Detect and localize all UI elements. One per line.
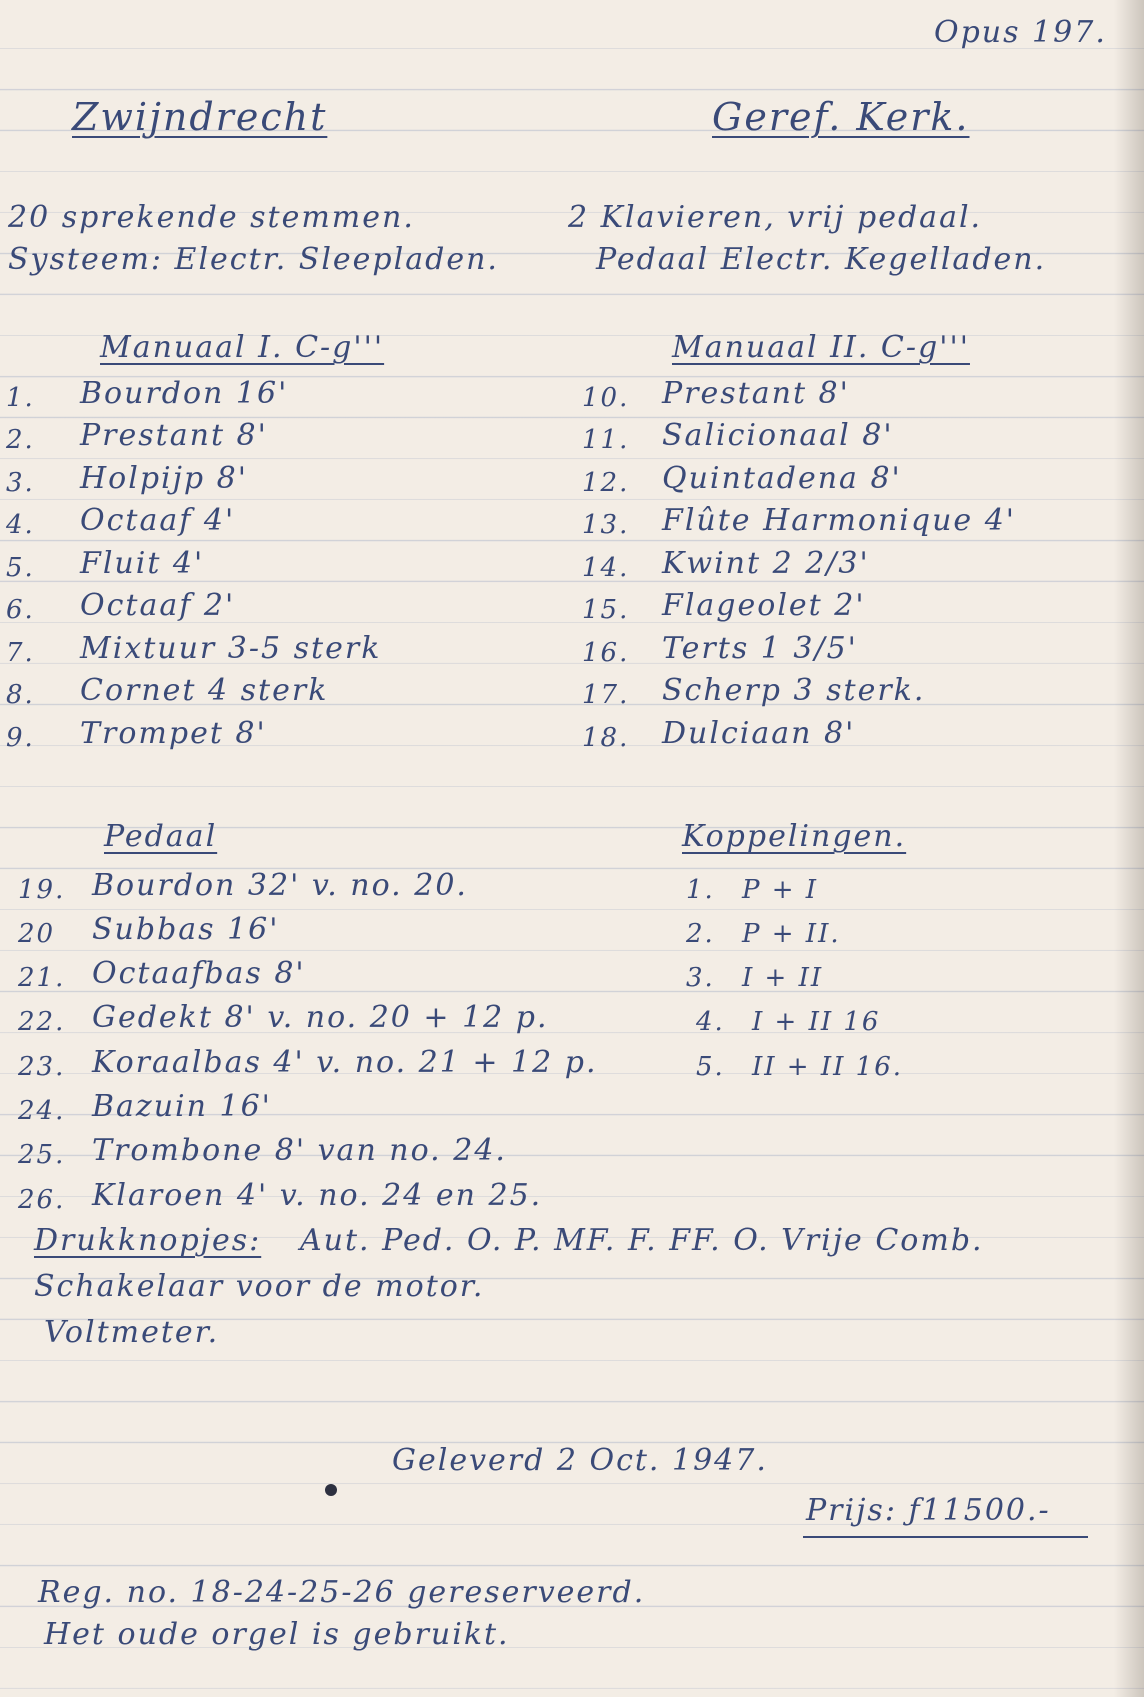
stop-number: 18. xyxy=(582,723,630,753)
stop-name: Dulciaan 8' xyxy=(662,716,856,751)
opus-number: Opus 197. xyxy=(934,15,1107,50)
stop-number: 8. xyxy=(6,680,35,710)
stop-name: Klaroen 4' v. no. 24 en 25. xyxy=(92,1178,543,1213)
summary-pedal-system: Pedaal Electr. Kegelladen. xyxy=(596,242,1047,277)
stop-number: 12. xyxy=(582,468,630,498)
stop-number: 13. xyxy=(582,510,630,540)
coupler-number: 4. xyxy=(696,1007,725,1037)
couplers-title: Koppelingen. xyxy=(682,819,907,854)
push-buttons-label: Drukknopjes: xyxy=(34,1223,262,1258)
stop-name: Salicionaal 8' xyxy=(662,418,894,453)
stop-name: Bourdon 16' xyxy=(80,376,289,411)
stop-number: 22. xyxy=(18,1007,66,1037)
stop-name: Prestant 8' xyxy=(662,376,850,411)
stop-number: 1. xyxy=(6,383,35,413)
coupler-name: P + II. xyxy=(742,919,841,949)
stop-number: 19. xyxy=(18,875,66,905)
stop-number: 10. xyxy=(582,383,630,413)
coupler-number: 1. xyxy=(686,875,715,905)
coupler-number: 5. xyxy=(696,1052,725,1082)
stop-number: 15. xyxy=(582,595,630,625)
stop-number: 20 xyxy=(18,919,56,949)
coupler-name: II + II 16. xyxy=(752,1052,904,1082)
coupler-name: I + II xyxy=(742,963,824,993)
stop-name: Cornet 4 sterk xyxy=(80,673,329,708)
stop-number: 24. xyxy=(18,1096,66,1126)
stop-number: 14. xyxy=(582,553,630,583)
stop-name: Prestant 8' xyxy=(80,418,268,453)
stop-number: 16. xyxy=(582,638,630,668)
stop-name: Terts 1 3/5' xyxy=(662,631,858,666)
stop-name: Fluit 4' xyxy=(80,546,205,581)
stop-name: Trompet 8' xyxy=(80,716,267,751)
coupler-name: I + II 16 xyxy=(752,1007,881,1037)
manual1-title: Manuaal I. C-g''' xyxy=(100,330,385,365)
stop-name: Octaaf 2' xyxy=(80,588,236,623)
stop-name: Subbas 16' xyxy=(92,912,280,947)
stop-name: Bourdon 32' v. no. 20. xyxy=(92,868,468,903)
stop-number: 2. xyxy=(6,425,35,455)
ink-dot xyxy=(325,1484,337,1496)
stop-number: 23. xyxy=(18,1052,66,1082)
reserved-registers-note: Reg. no. 18-24-25-26 gereserveerd. xyxy=(38,1575,646,1610)
stop-name: Octaaf 4' xyxy=(80,503,236,538)
stop-number: 6. xyxy=(6,595,35,625)
stop-name: Mixtuur 3-5 sterk xyxy=(80,631,382,666)
stop-name: Octaafbas 8' xyxy=(92,956,306,991)
stop-name: Flageolet 2' xyxy=(662,588,866,623)
stop-name: Quintadena 8' xyxy=(662,461,902,496)
summary-keyboards: 2 Klavieren, vrij pedaal. xyxy=(568,200,983,235)
motor-switch-note: Schakelaar voor de motor. xyxy=(34,1269,485,1304)
price: Prijs: ƒ11500.- xyxy=(806,1493,1051,1528)
stop-number: 9. xyxy=(6,723,35,753)
stop-number: 7. xyxy=(6,638,35,668)
coupler-number: 2. xyxy=(686,919,715,949)
summary-system: Systeem: Electr. Sleepladen. xyxy=(8,242,499,277)
stop-name: Flûte Harmonique 4' xyxy=(662,503,1017,538)
church-title: Geref. Kerk. xyxy=(712,95,970,139)
stop-name: Scherp 3 sterk. xyxy=(662,673,926,708)
voltmeter-note: Voltmeter. xyxy=(44,1315,220,1350)
manual2-title: Manuaal II. C-g''' xyxy=(672,330,970,365)
stop-number: 11. xyxy=(582,425,630,455)
coupler-number: 3. xyxy=(686,963,715,993)
pedal-title: Pedaal xyxy=(104,819,218,854)
stop-name: Koraalbas 4' v. no. 21 + 12 p. xyxy=(92,1045,598,1080)
price-underline xyxy=(803,1536,1088,1538)
stop-number: 26. xyxy=(18,1185,66,1215)
stop-number: 3. xyxy=(6,468,35,498)
stop-name: Holpijp 8' xyxy=(80,461,248,496)
summary-voices: 20 sprekende stemmen. xyxy=(8,200,415,235)
delivery-date: Geleverd 2 Oct. 1947. xyxy=(392,1443,768,1478)
stop-number: 17. xyxy=(582,680,630,710)
stop-name: Kwint 2 2/3' xyxy=(662,546,870,581)
stop-number: 4. xyxy=(6,510,35,540)
stop-name: Gedekt 8' v. no. 20 + 12 p. xyxy=(92,1000,549,1035)
stop-name: Bazuin 16' xyxy=(92,1089,272,1124)
coupler-name: P + I xyxy=(742,875,819,905)
page-edge-shadow xyxy=(1114,0,1144,1697)
place-title: Zwijndrecht xyxy=(72,95,328,139)
stop-name: Trombone 8' van no. 24. xyxy=(92,1133,507,1168)
stop-number: 5. xyxy=(6,553,35,583)
old-organ-note: Het oude orgel is gebruikt. xyxy=(44,1617,510,1652)
push-buttons-list: Aut. Ped. O. P. MF. F. FF. O. Vrije Comb. xyxy=(300,1223,984,1258)
stop-number: 25. xyxy=(18,1140,66,1170)
stop-number: 21. xyxy=(18,963,66,993)
